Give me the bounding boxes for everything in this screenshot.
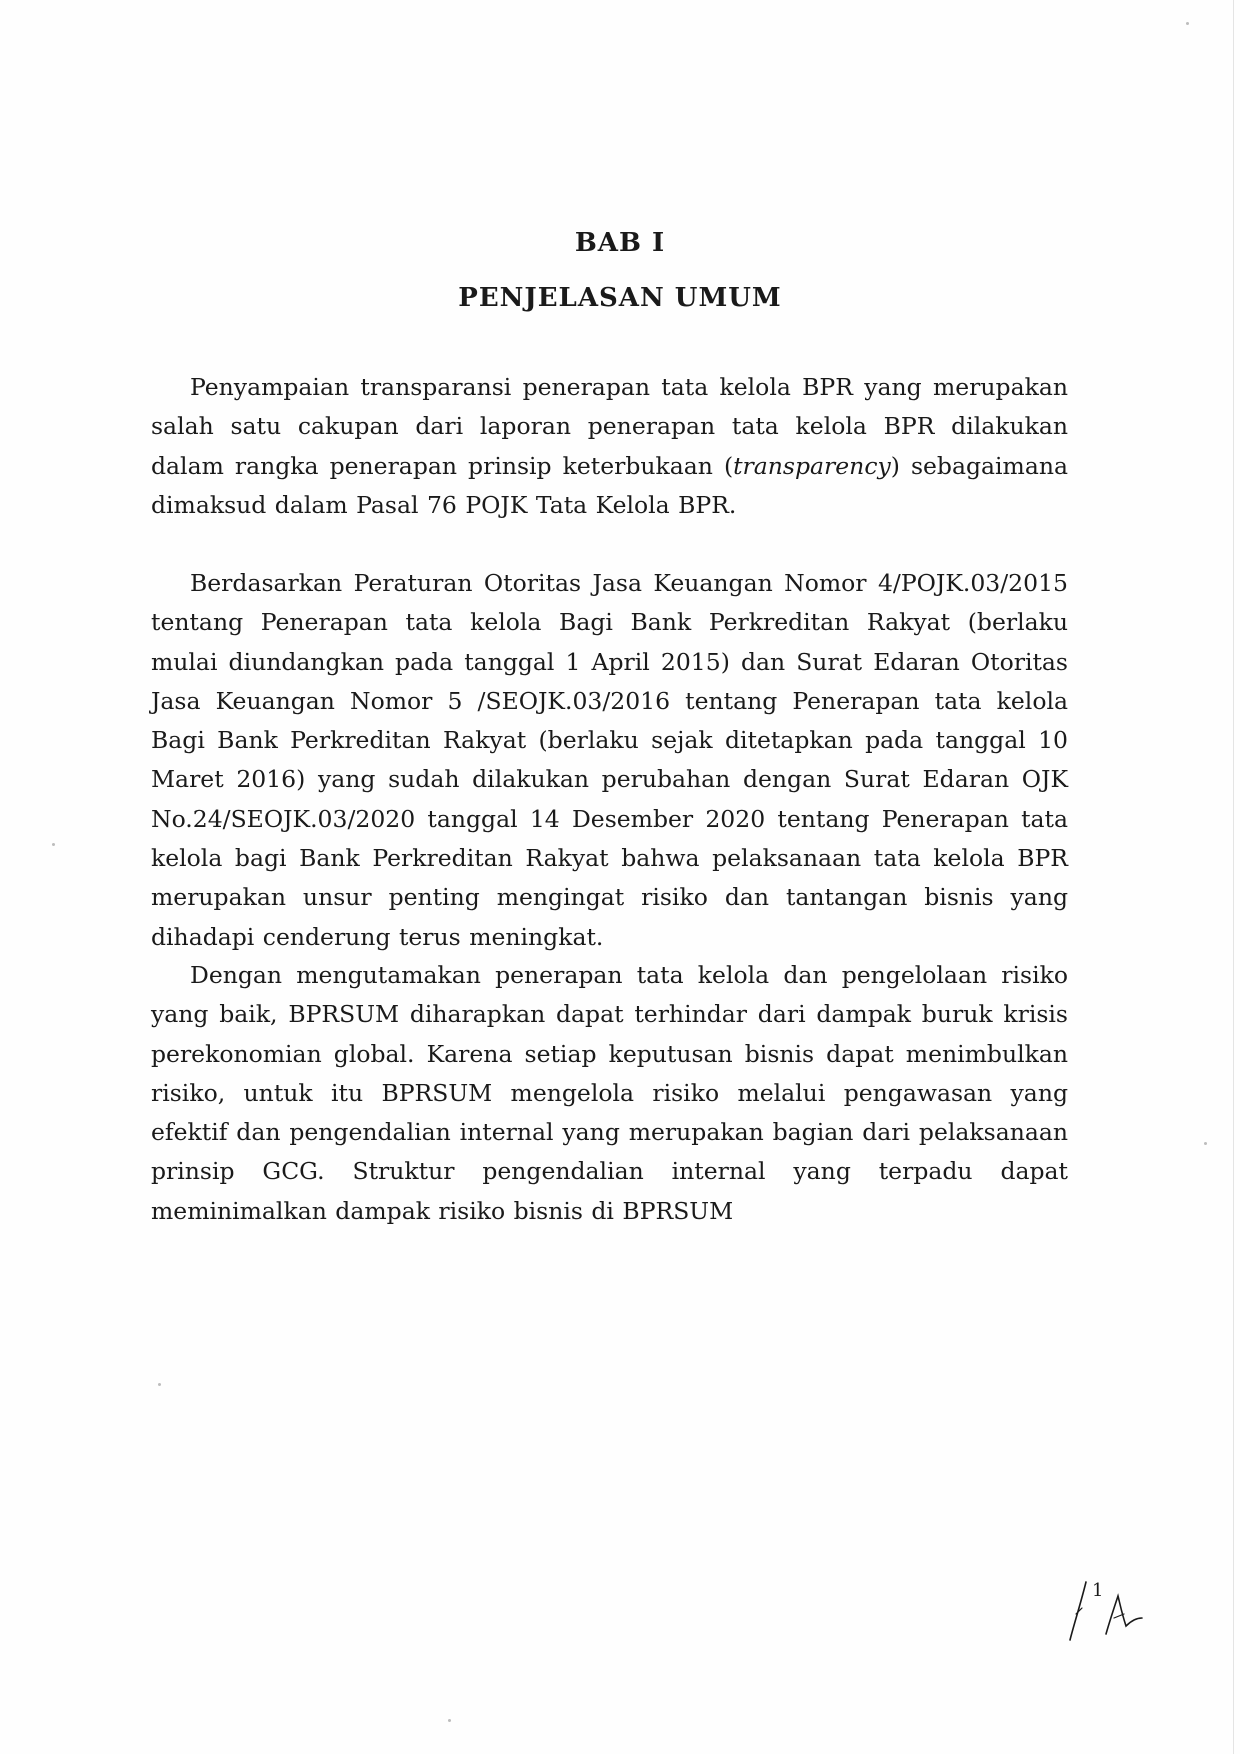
paragraph-1-italic-term: transparency xyxy=(733,451,891,480)
scan-speck xyxy=(52,843,55,846)
page-number: 1 xyxy=(1092,1580,1104,1601)
paragraph-1-text-end: ) sebagaimana dimaksud dalam Pasal 76 POJK Tata Kelola BPR. xyxy=(151,451,1068,519)
paragraph-1 xyxy=(151,368,1068,525)
scan-speck xyxy=(1204,1142,1207,1145)
chapter-heading: BAB I xyxy=(574,228,666,258)
paragraph-2: Berdasarkan Peraturan Otoritas Jasa Keuangan Nomor 4/POJK.03/2015 tentang Penerapan tata kelola Bagi Bank Perkreditan Rakyat (berlaku mulai diundangkan pada tanggal 1 April 2015) dan Surat Edaran Otoritas Jasa Keuangan Nomor 5 /SEOJK.03/2016 tentang Penerapan tata kelola Bagi Bank Perkreditan Rakyat (berlaku sejak ditetapkan pada tanggal 10 Maret 2016) yang sudah dilakukan perubahan dengan Surat Edaran OJK No.24/SEOJK.03/2020 tanggal 14 Desember 2020 tentang Penerapan tata kelola bagi Bank Perkreditan Rakyat bahwa pelaksanaan tata kelola BPR merupakan unsur penting mengingat risiko dan tantangan bisnis yang dihadapi cenderung terus meningkat. xyxy=(151,569,1068,951)
chapter-title: PENJELASAN UMUM xyxy=(458,283,782,313)
paragraph-3: Dengan mengutamakan penerapan tata kelola dan pengelolaan risiko yang baik, BPRSUM diharapkan dapat terhindar dari dampak buruk krisis perekonomian global. Karena setiap keputusan bisnis dapat menimbulkan risiko, untuk itu BPRSUM mengelola risiko melalui pengawasan yang efektif dan pengendalian internal yang merupakan bagian dari pelaksanaan prinsip GCG. Struktur pengendalian internal yang terpadu dapat meminimalkan dampak risiko bisnis di BPRSUM xyxy=(151,961,1068,1225)
page-edge xyxy=(1233,0,1234,1754)
paragraph-1-text: Penyampaian transparansi penerapan tata kelola BPR yang merupakan salah satu cakupan dari laporan penerapan tata kelola BPR dilakukan dalam rangka penerapan prinsip keterbukaan ( xyxy=(151,373,1068,480)
scan-speck xyxy=(448,1719,451,1722)
scan-speck xyxy=(158,1383,161,1386)
scan-speck xyxy=(1186,22,1189,25)
page-initial-signature xyxy=(1062,1574,1152,1644)
